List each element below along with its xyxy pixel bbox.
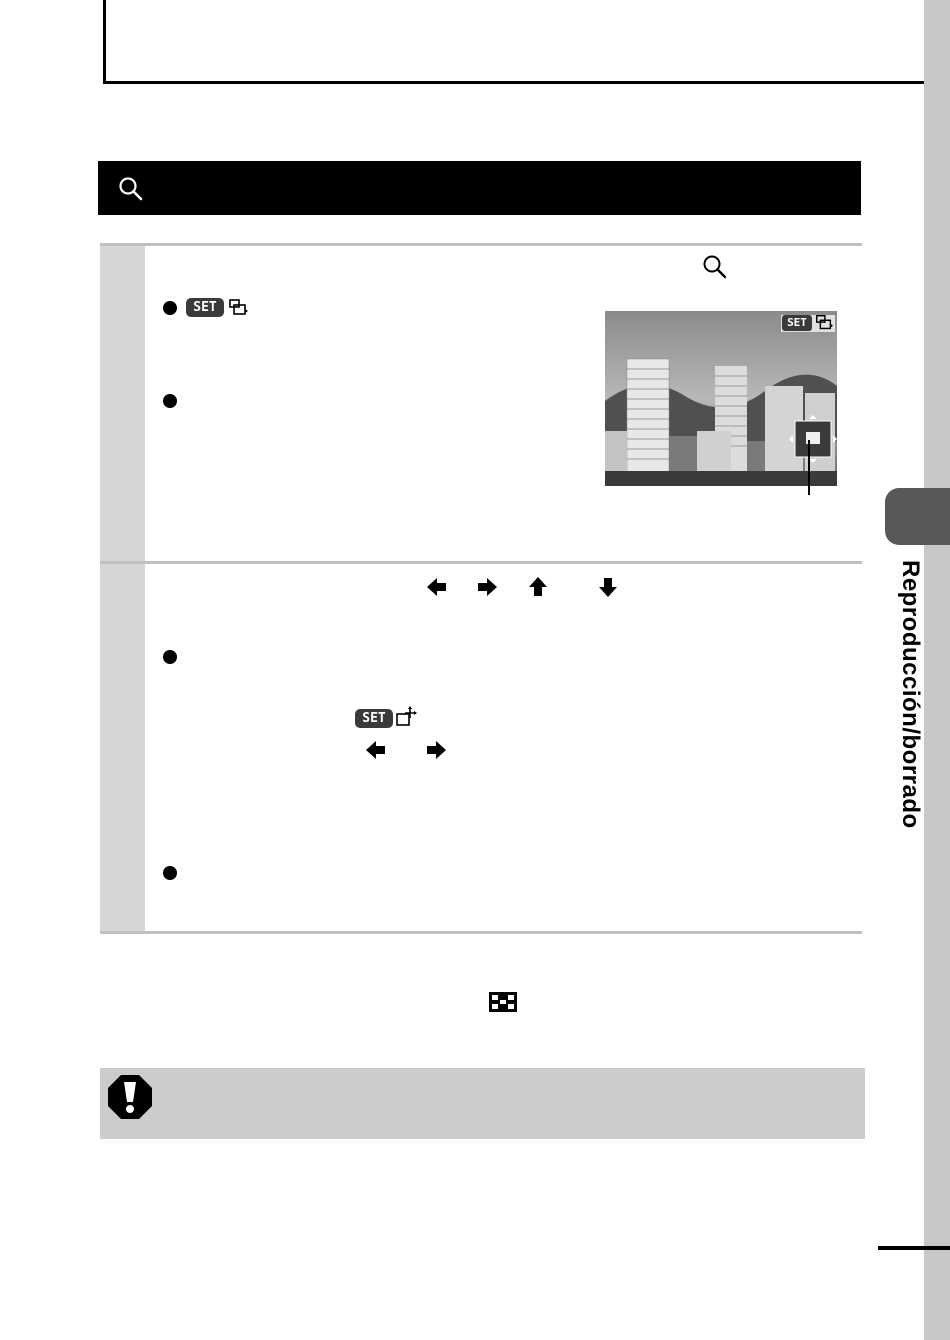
bullet xyxy=(163,301,177,315)
title-box xyxy=(103,0,948,84)
section-header xyxy=(98,161,861,215)
chapter-tab[interactable] xyxy=(885,488,950,545)
move-frame-icon xyxy=(395,706,417,728)
magnifier-icon xyxy=(118,176,144,202)
page-edge-strip xyxy=(924,0,950,1340)
set-button-badge: SET xyxy=(782,315,812,331)
magnifier-icon xyxy=(702,254,728,280)
step-divider xyxy=(100,561,862,564)
index-grid-icon xyxy=(489,992,517,1012)
set-button-badge: SET xyxy=(186,298,224,317)
magnify-frame-icon xyxy=(813,313,835,333)
right-arrow-icon xyxy=(476,577,498,597)
step-divider xyxy=(100,931,862,934)
right-arrow-icon xyxy=(425,740,447,760)
step-number-band xyxy=(100,564,145,932)
callout-line xyxy=(808,440,810,495)
bullet xyxy=(163,394,177,408)
set-button-badge: SET xyxy=(355,709,393,728)
chapter-label: Reproducción/borrado xyxy=(897,560,924,829)
step-number-band xyxy=(100,246,145,562)
caution-icon xyxy=(107,1074,153,1120)
left-arrow-icon xyxy=(426,577,448,597)
down-arrow-icon xyxy=(597,576,619,598)
magnify-frame-icon xyxy=(227,297,249,319)
left-arrow-icon xyxy=(365,740,387,760)
bullet xyxy=(163,650,177,664)
lcd-preview-image xyxy=(605,311,837,486)
step-divider xyxy=(100,243,862,246)
bullet xyxy=(163,866,177,880)
up-arrow-icon xyxy=(527,576,549,598)
caution-box xyxy=(100,1068,865,1139)
page-number-rule xyxy=(878,1246,950,1250)
